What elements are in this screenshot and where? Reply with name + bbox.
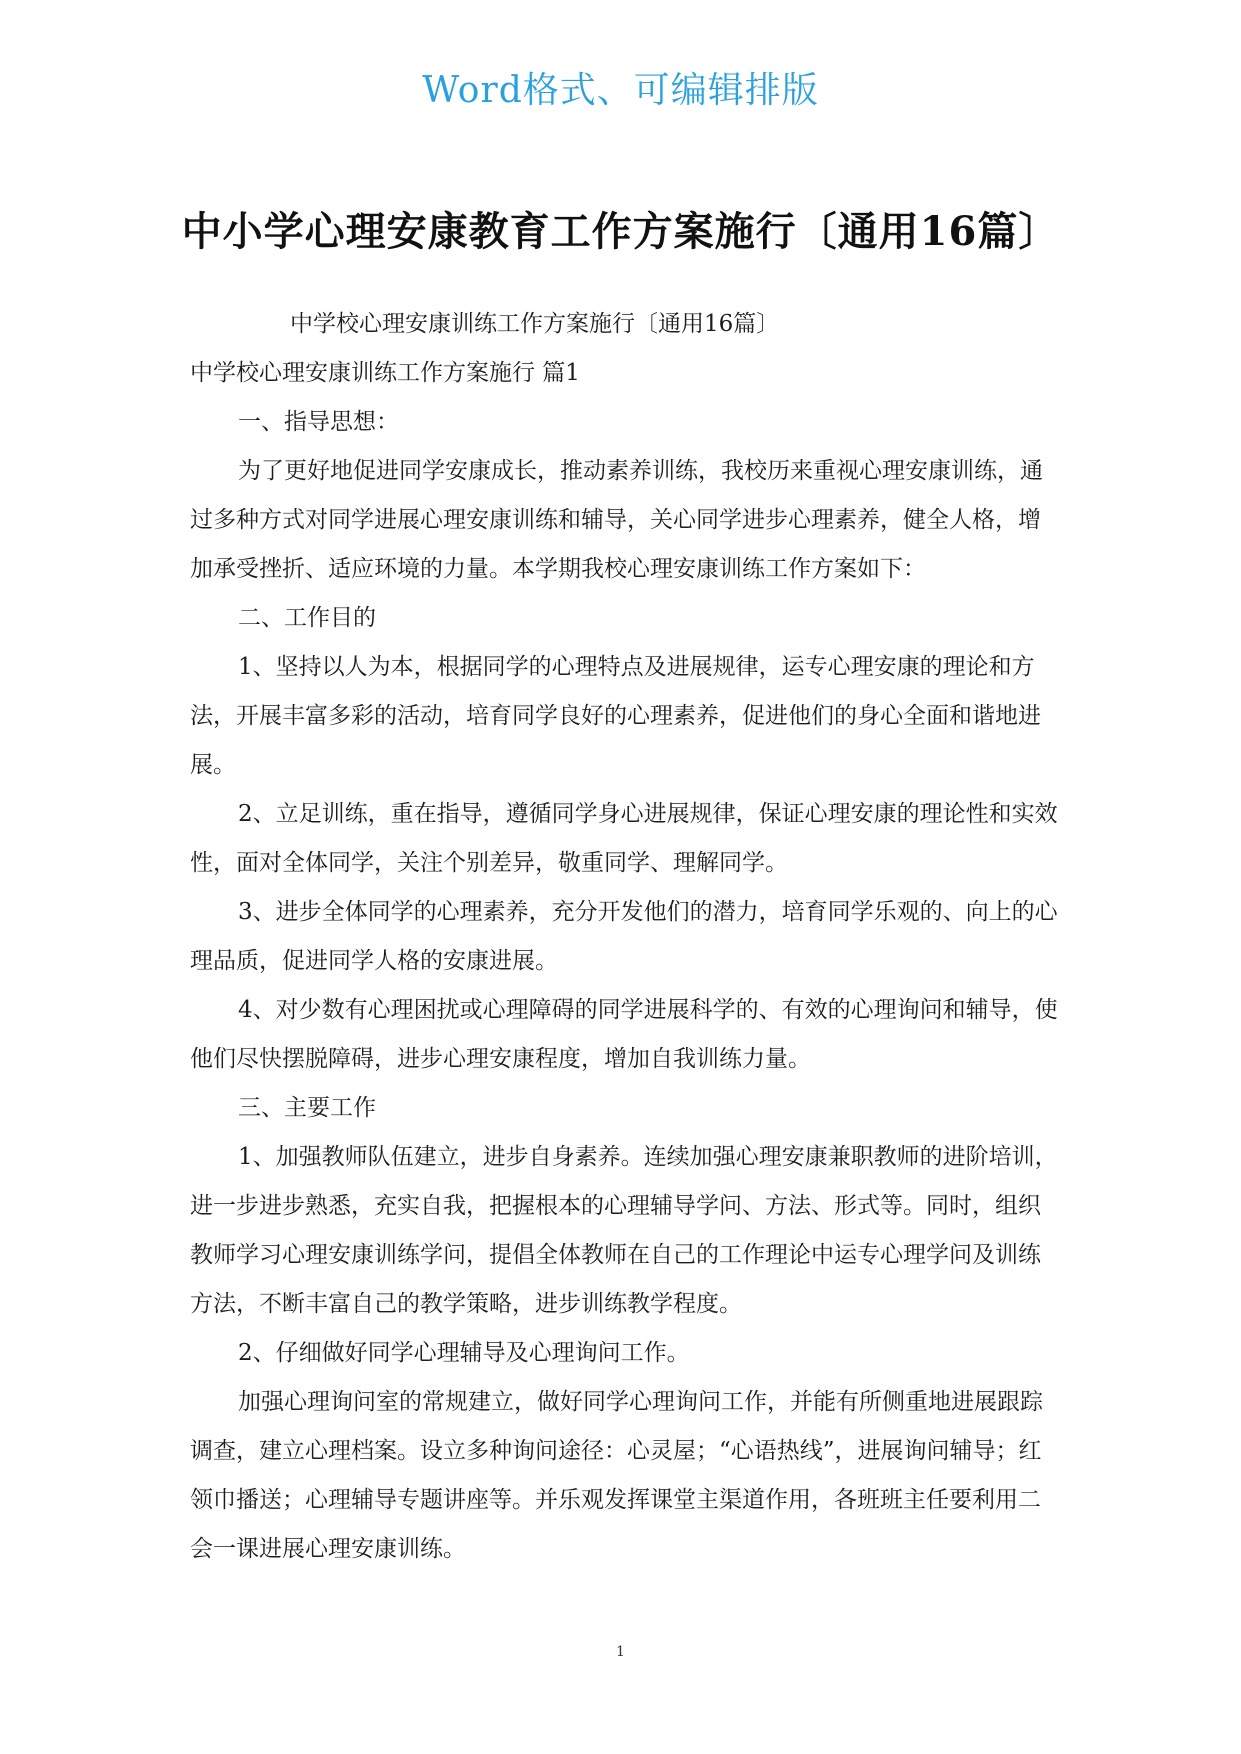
section-heading: 中学校心理安康训练工作方案施行 篇1 [190, 360, 580, 386]
paragraph: 1、加强教师队伍建立，进步自身素养。连续加强心理安康兼职教师的进阶培训，进一步进步熟悉，充实自我，把握根本的心理辅导学问、方法、形式等。同时，组织教师学习心理安康训练学问，提倡全体教师在自己的工作理论中运专心理学问及训练方法，不断丰富自己的教学策略，进步训练教学程度。 [190, 1144, 1058, 1317]
paragraph: 2、立足训练，重在指导，遵循同学身心进展规律，保证心理安康的理论性和实效性，面对全体同学，关注个别差异，敬重同学、理解同学。 [190, 801, 1058, 876]
paragraph: 4、对少数有心理困扰或心理障碍的同学进展科学的、有效的心理询问和辅导，使他们尽快摆脱障碍，进步心理安康程度，增加自我训练力量。 [190, 997, 1058, 1072]
document-body [190, 300, 1060, 1574]
page-number: 1 [616, 1644, 625, 1660]
paragraph-heading-work-goals: 二、工作目的 [238, 605, 376, 631]
paragraph-heading-guiding-thought: 一、指导思想： [238, 409, 399, 435]
subtitle: 中学校心理安康训练工作方案施行〔通用16篇〕 [290, 311, 780, 337]
paragraph-heading-main-work: 三、主要工作 [238, 1095, 376, 1121]
document-title: 中小学心理安康教育工作方案施行〔通用16篇〕 [181, 208, 1060, 255]
paragraph: 为了更好地促进同学安康成长，推动素养训练，我校历来重视心理安康训练，通过多种方式对同学进展心理安康训练和辅导，关心同学进步心理素养，健全人格，增加承受挫折、适应环境的力量。本学期我校心理安康训练工作方案如下： [190, 458, 1043, 582]
paragraph: 1、坚持以人为本，根据同学的心理特点及进展规律，运专心理安康的理论和方法，开展丰富多彩的活动，培育同学良好的心理素养，促进他们的身心全面和谐地进展。 [190, 654, 1041, 778]
paragraph: 加强心理询问室的常规建立，做好同学心理询问工作，并能有所侧重地进展跟踪调查，建立心理档案。设立多种询问途径：心灵屋；“心语热线”，进展询问辅导；红领巾播送；心理辅导专题讲座等。并乐观发挥课堂主渠道作用，各班班主任要利用二会一课进展心理安康训练。 [190, 1389, 1043, 1562]
paragraph: 3、进步全体同学的心理素养，充分开发他们的潜力，培育同学乐观的、向上的心理品质，促进同学人格的安康进展。 [190, 899, 1058, 974]
paragraph: 2、仔细做好同学心理辅导及心理询问工作。 [238, 1340, 690, 1366]
header-note: Word格式、可编辑排版 [422, 70, 819, 111]
